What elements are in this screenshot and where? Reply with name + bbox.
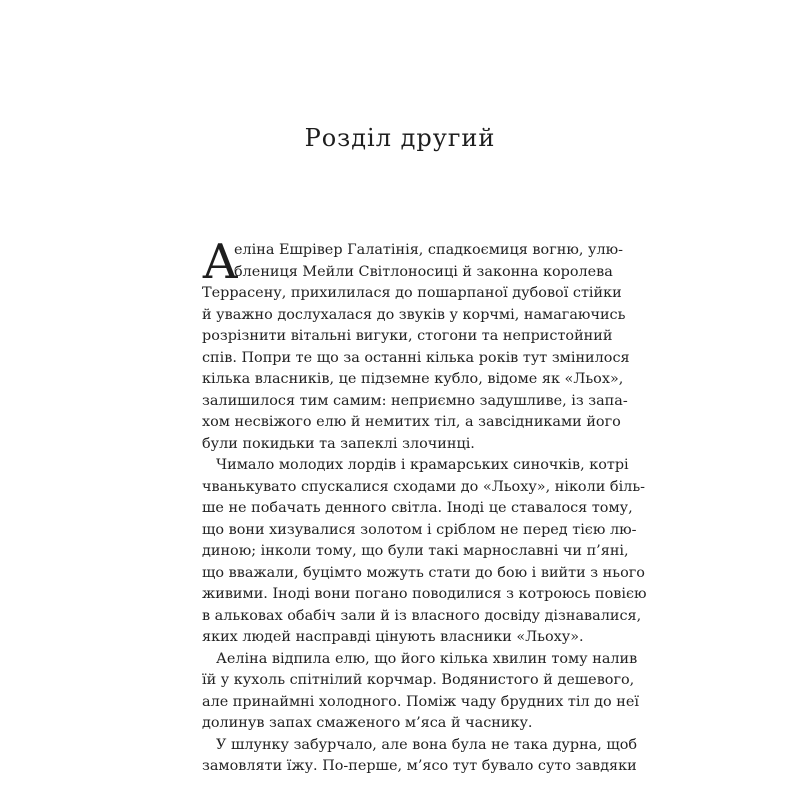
text-line: еліна Ешрівер Галатінія, спадкоємиця вогню, улю- — [234, 242, 623, 258]
text-line: замовляти їжу. По-перше, м’ясо тут бувало суто завдяки — [202, 758, 637, 774]
text-line: ше не побачать денного світла. Іноді це ставалося тому, — [202, 500, 633, 516]
text-line: диною; інколи тому, що були такі марнославні чи п’яні, — [202, 543, 629, 559]
text-line: блениця Мейли Світлоносиці й законна королева — [234, 263, 613, 280]
text-line: їй у кухоль спітнілий корчмар. Водянистого й дешевого, — [202, 672, 635, 688]
text-line: залишилося тим самим: неприємно задушливе, із запа- — [202, 392, 628, 409]
text-line: У шлунку забурчало, але вона була не така дурна, щоб — [216, 736, 638, 753]
text-line: що вони хизувалися золотом і сріблом не перед тією лю- — [202, 521, 637, 538]
text-line: чванькувато спускалися сходами до «Льоху», ніколи біль- — [202, 478, 646, 495]
text-line: живими. Іноді вони погано поводилися з котроюсь повією — [202, 586, 647, 602]
text-line: в альковах обабіч зали й із власного досвіду дізнавалися, — [202, 607, 642, 624]
text-line: але принаймні холодного. Поміж чаду брудних тіл до неї — [202, 693, 639, 710]
text-line: Аеліна відпила елю, що його кілька хвилин тому налив — [216, 650, 638, 667]
chapter-body — [202, 234, 647, 778]
text-line: Террасену, прихилилася до пошарпаної дубової стійки — [202, 285, 622, 301]
text-line: Чимало молодих лордів і крамарських синочків, котрі — [216, 457, 629, 473]
text-line: кілька власників, це підземне кубло, відоме як «Льох», — [202, 371, 624, 387]
drop-cap: А — [202, 234, 239, 290]
text-line: хом несвіжого елю й немитих тіл, а завсідниками його — [202, 414, 621, 430]
text-line: долинув запах смаженого м’яса й часнику. — [202, 715, 533, 731]
text-line: що вважали, буцімто можуть стати до бою і вийти з нього — [202, 564, 645, 581]
text-line: яких людей насправді цінують власники «Льоху». — [202, 629, 584, 645]
text-line: й уважно дослухалася до звуків у корчмі, намагаючись — [202, 306, 626, 323]
text-line: спів. Попри те що за останні кілька років тут змінилося — [202, 349, 630, 366]
text-line: були покидьки та запеклі злочинці. — [202, 435, 475, 452]
chapter-title: Розділ другий — [304, 124, 496, 152]
text-line: розрізнити вітальні вигуки, стогони та непристойний — [202, 328, 613, 344]
